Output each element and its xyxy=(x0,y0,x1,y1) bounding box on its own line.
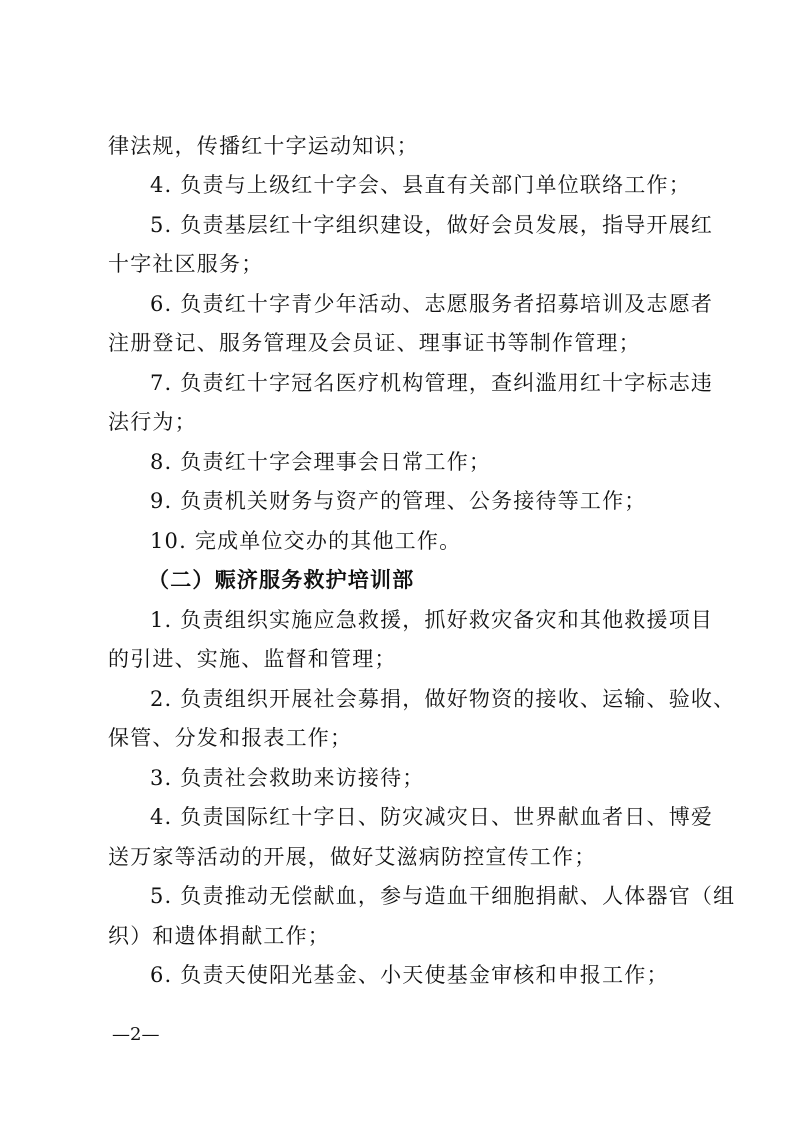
paragraph-line: 的引进、实施、监督和管理； xyxy=(108,647,397,671)
paragraph-line: 5. 负责基层红十字组织建设，做好会员发展，指导开展红 xyxy=(150,213,714,237)
paragraph-line: 保管、分发和报表工作； xyxy=(108,726,353,750)
section-heading: （二）赈济服务救护培训部 xyxy=(148,568,415,592)
paragraph-line: 4. 负责与上级红十字会、县直有关部门单位联络工作； xyxy=(150,173,691,197)
paragraph-line: 律法规，传播红十字运动知识； xyxy=(108,134,419,158)
paragraph-line: 6. 负责天使阳光基金、小天使基金审核和申报工作； xyxy=(150,963,669,987)
paragraph-line: 4. 负责国际红十字日、防灾减灾日、世界献血者日、博爱 xyxy=(150,805,714,829)
paragraph-line: 10. 完成单位交办的其他工作。 xyxy=(150,529,462,553)
paragraph-line: 注册登记、服务管理及会员证、理事证书等制作管理； xyxy=(108,331,641,355)
paragraph-line: 2. 负责组织开展社会募捐，做好物资的接收、运输、验收、 xyxy=(150,687,736,711)
paragraph-line: 法行为； xyxy=(108,410,197,434)
paragraph-line: 十字社区服务； xyxy=(108,252,264,276)
paragraph-line: 9. 负责机关财务与资产的管理、公务接待等工作； xyxy=(150,489,647,513)
paragraph-line: 5. 负责推动无偿献血，参与造血干细胞捐献、人体器官（组 xyxy=(150,884,736,908)
paragraph-line: 6. 负责红十字青少年活动、志愿服务者招募培训及志愿者 xyxy=(150,292,714,316)
paragraph-line: 织）和遗体捐献工作； xyxy=(108,924,330,948)
paragraph-line: 3. 负责社会救助来访接待； xyxy=(150,766,425,790)
paragraph-line: 1. 负责组织实施应急救援，抓好救灾备灾和其他救援项目 xyxy=(150,608,714,632)
paragraph-line: 8. 负责红十字会理事会日常工作； xyxy=(150,450,492,474)
paragraph-line: 7. 负责红十字冠名医疗机构管理，查纠滥用红十字标志违 xyxy=(150,371,714,395)
page-number: —2— xyxy=(112,1024,160,1045)
paragraph-line: 送万家等活动的开展，做好艾滋病防控宣传工作； xyxy=(108,845,597,869)
